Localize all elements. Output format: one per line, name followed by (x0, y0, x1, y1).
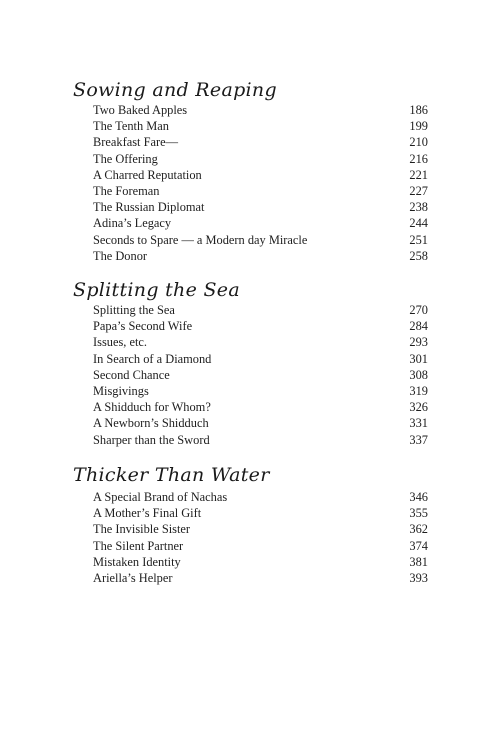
entry-page-number: 346 (409, 490, 428, 504)
entry-title: A Charred Reputation (93, 167, 202, 182)
toc-entry[interactable] (93, 302, 428, 318)
toc-entry[interactable] (93, 415, 428, 431)
entry-page-number: 216 (409, 151, 428, 166)
toc-entry[interactable] (93, 367, 428, 383)
toc-entry[interactable] (93, 118, 428, 134)
entry-page-number: 244 (409, 216, 428, 231)
entry-page-number: 258 (409, 248, 428, 263)
entry-page-number: 308 (409, 367, 428, 382)
entry-title: The Silent Partner (93, 538, 184, 553)
toc-entry[interactable] (93, 151, 428, 167)
toc-entry[interactable] (93, 570, 428, 586)
entry-page-number: 326 (409, 400, 428, 415)
entry-page-number: 221 (409, 167, 428, 182)
entry-title: Adina’s Legacy (93, 216, 172, 231)
entry-page-number: 199 (409, 119, 428, 134)
entry-title: A Shidduch for Whom? (93, 400, 211, 415)
entry-title: Seconds to Spare — a Modern day Miracle (93, 232, 308, 247)
toc-section-sowing-and-reaping (73, 78, 428, 264)
toc-entry-list (73, 302, 428, 448)
entry-page-number: 251 (409, 232, 428, 247)
entry-title: The Foreman (93, 183, 160, 198)
entry-title: Papa’s Second Wife (93, 319, 193, 334)
entry-page-number: 186 (409, 103, 428, 117)
entry-page-number: 337 (409, 432, 428, 447)
toc-entry-list (73, 102, 428, 264)
toc-entry[interactable] (93, 554, 428, 570)
toc-entry-list (73, 489, 428, 586)
entry-title: Issues, etc. (93, 335, 148, 350)
entry-title: A Special Brand of Nachas (93, 490, 228, 504)
entry-page-number: 210 (409, 135, 428, 150)
entry-title: Two Baked Apples (93, 103, 188, 117)
toc-entry[interactable] (93, 318, 428, 334)
entry-page-number: 270 (409, 303, 428, 317)
section-title: Splitting the Sea (73, 279, 240, 301)
toc-entry[interactable] (93, 432, 428, 448)
entry-title: Breakfast Fare— (93, 135, 178, 150)
entry-page-number: 355 (409, 506, 428, 521)
entry-page-number: 238 (409, 200, 428, 215)
entry-title: The Donor (93, 248, 148, 263)
toc-entry[interactable] (93, 383, 428, 399)
toc-section-splitting-the-sea (73, 278, 428, 448)
toc-entry[interactable] (93, 505, 428, 521)
entry-title: The Tenth Man (93, 119, 169, 134)
entry-page-number: 293 (409, 335, 428, 350)
toc-section-thicker-than-water (73, 463, 428, 586)
toc-entry[interactable] (93, 521, 428, 537)
entry-title: A Newborn’s Shidduch (93, 416, 209, 431)
entry-title: Sharper than the Sword (93, 432, 210, 447)
entry-title: The Invisible Sister (93, 522, 191, 537)
toc-entry[interactable] (93, 399, 428, 415)
toc-entry[interactable] (93, 199, 428, 215)
toc-entry[interactable] (93, 134, 428, 150)
toc-entry[interactable] (93, 334, 428, 350)
toc-entry[interactable] (93, 102, 428, 118)
entry-page-number: 362 (409, 522, 428, 537)
entry-title: A Mother’s Final Gift (93, 506, 202, 521)
entry-page-number: 331 (409, 416, 428, 431)
entry-page-number: 381 (409, 554, 428, 569)
entry-title: Second Chance (93, 367, 170, 382)
entry-title: The Offering (93, 151, 158, 166)
toc-entry[interactable] (93, 183, 428, 199)
toc-entry[interactable] (93, 215, 428, 231)
toc-entry[interactable] (93, 167, 428, 183)
entry-page-number: 227 (409, 183, 428, 198)
toc-entry[interactable] (93, 351, 428, 367)
entry-title: Mistaken Identity (93, 554, 181, 569)
section-title: Sowing and Reaping (73, 79, 277, 101)
entry-title: In Search of a Diamond (93, 351, 212, 366)
toc-entry[interactable] (93, 248, 428, 264)
entry-title: The Russian Diplomat (93, 200, 205, 215)
entry-page-number: 284 (409, 319, 428, 334)
entry-title: Splitting the Sea (93, 303, 175, 317)
entry-title: Ariella’s Helper (93, 570, 173, 585)
entry-page-number: 374 (409, 538, 428, 553)
section-title: Thicker Than Water (73, 464, 270, 486)
entry-page-number: 393 (409, 570, 428, 585)
entry-title: Misgivings (93, 383, 149, 398)
entry-page-number: 319 (409, 383, 428, 398)
toc-entry[interactable] (93, 538, 428, 554)
toc-entry[interactable] (93, 232, 428, 248)
entry-page-number: 301 (409, 351, 428, 366)
toc-entry[interactable] (93, 489, 428, 505)
